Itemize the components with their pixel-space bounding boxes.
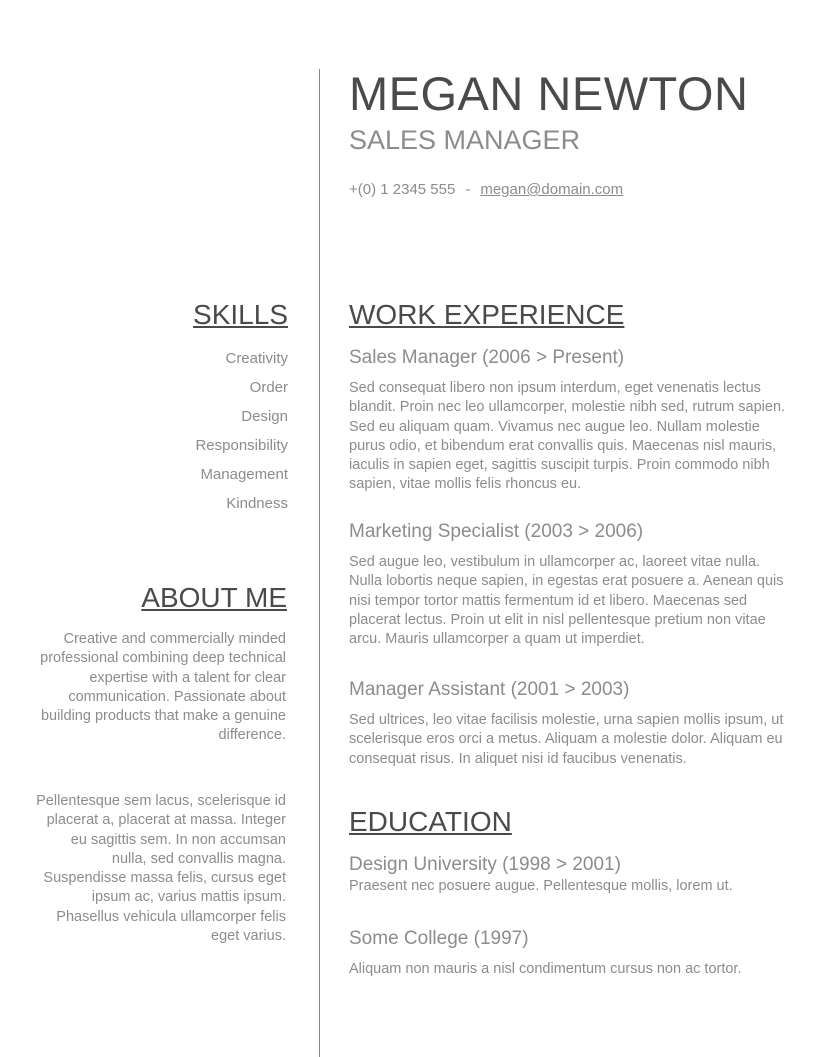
- skill-item: Kindness: [226, 495, 288, 512]
- about-paragraph: Creative and commercially minded professional combining deep technical expertise with a talent for clear communication. Passionate about building products that make a genuine difference.: [40, 631, 286, 744]
- skills-list: [195, 349, 288, 523]
- contact-separator: -: [465, 181, 471, 198]
- phone-number: +(0) 1 2345 555: [349, 181, 456, 198]
- education-heading: EDUCATION: [349, 806, 512, 837]
- education-title: Some College (1997): [349, 928, 529, 949]
- about-heading: ABOUT ME: [141, 582, 287, 613]
- skills-heading: SKILLS: [193, 299, 288, 330]
- column-divider: [319, 69, 320, 1057]
- skill-item: Design: [241, 408, 288, 425]
- education-description: Praesent nec posuere augue. Pellentesque mollis, lorem ut.: [349, 878, 733, 894]
- job-title: Sales Manager (2006 > Present): [349, 347, 625, 368]
- contact-line: [349, 181, 623, 198]
- skill-item: Order: [249, 379, 288, 396]
- skill-item: Creativity: [225, 350, 288, 367]
- job-description: Sed consequat libero non ipsum interdum, eget venenatis lectus blandit. Proin nec leo ullamcorper, molestie nibh sed, rutrum sapien. Sed eu aliquam quam. Vivamus nec augue leo. Nullam molestie purus odio, et bibendum erat convallis quis. Maecenas nisl mauris, iaculis in sapien eget, sagittis suscipit turpis. Proin commodo nibh sapien, vitae mollis felis rhoncus eu.: [349, 380, 786, 493]
- skill-item: Management: [200, 466, 288, 483]
- skill-item: Responsibility: [195, 437, 288, 454]
- education-title: Design University (1998 > 2001): [349, 854, 621, 875]
- job-title: Manager Assistant (2001 > 2003): [349, 679, 630, 700]
- email-link[interactable]: megan@domain.com: [480, 181, 624, 198]
- job-description: Sed augue leo, vestibulum in ullamcorper ac, laoreet vitae nulla. Nulla lobortis neque sapien, in egestas erat posuere a. Aenean quis nisi tempor tortor mattis fermentum id et libero. Maecenas sed placerat lectus. Proin ut elit in nisl pellentesque pretium non vitae arcu. Mauris ullamcorper a quam ut imperdiet.: [349, 554, 784, 648]
- work-experience-heading: WORK EXPERIENCE: [349, 299, 625, 330]
- candidate-title: SALES MANAGER: [349, 125, 581, 155]
- job-description: Sed ultrices, leo vitae facilisis molestie, urna sapien mollis ipsum, ut scelerisque eros orci a metus. Aliquam a molestie dolor. Aliquam eu consequat risus. In aliquet nisi id faucibus venenatis.: [349, 712, 784, 767]
- job-title: Marketing Specialist (2003 > 2006): [349, 521, 644, 542]
- education-description: Aliquam non mauris a nisl condimentum cursus non ac tortor.: [349, 961, 742, 977]
- candidate-name: MEGAN NEWTON: [349, 67, 749, 120]
- about-paragraph: Pellentesque sem lacus, scelerisque id placerat a, placerat at massa. Integer eu sagittis sem. In non accumsan nulla, sed convallis magna. Suspendisse massa felis, cursus eget ipsum ac, varius mattis ipsum. Phasellus vehicula ullamcorper felis eget varius.: [36, 793, 286, 945]
